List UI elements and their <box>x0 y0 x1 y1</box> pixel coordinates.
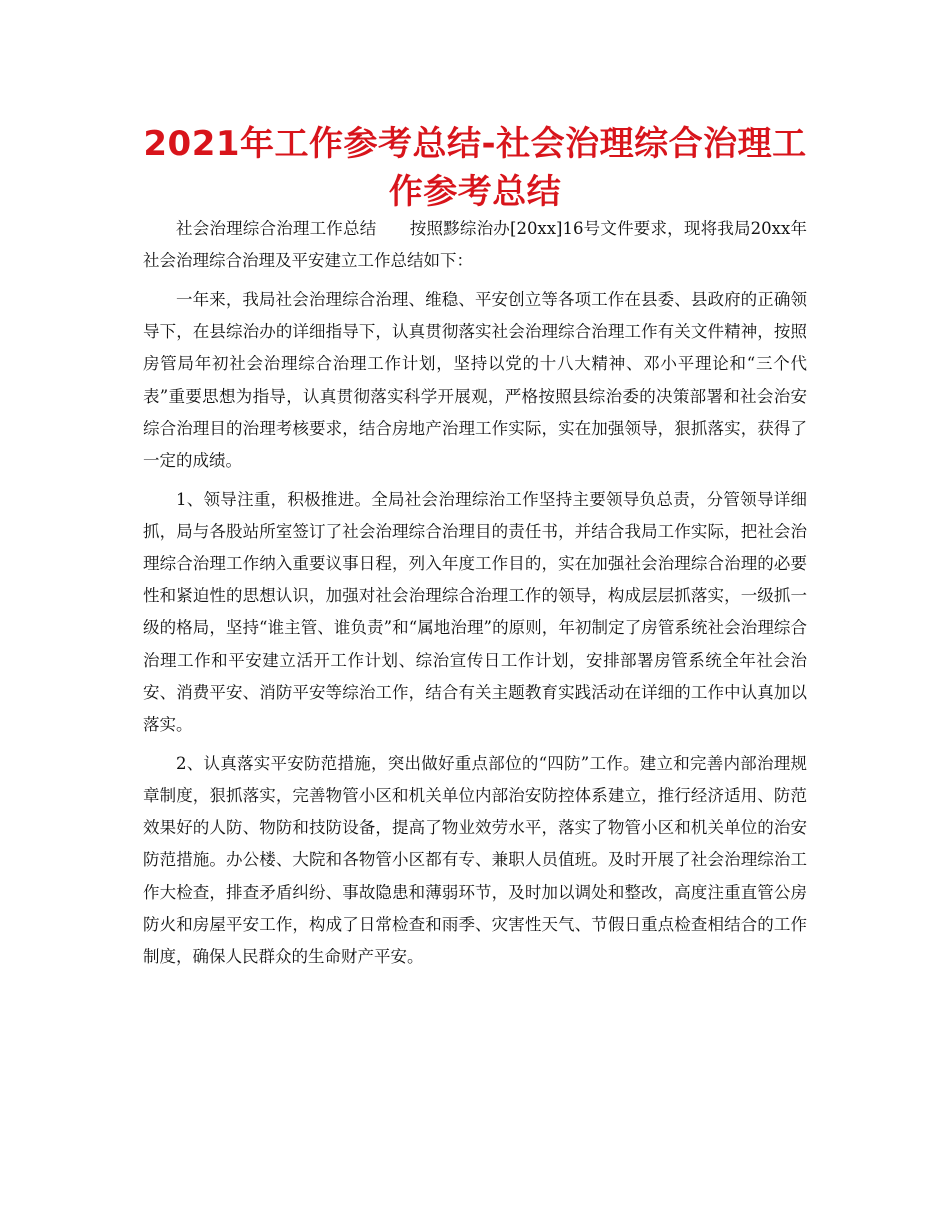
paragraph-overview: 一年来，我局社会治理综合治理、维稳、平安创立等各项工作在县委、县政府的正确领导下，在县综治办的详细指导下，认真贯彻落实社会治理综合治理工作有关文件精神，按照房管局年初社会治理综合治理工作计划，坚持以党的十八大精神、邓小平理论和“三个代表”重要思想为指导，认真贯彻落实科学开展观，严格按照县综治委的决策部署和社会治安综合治理目的治理考核要求，结合房地产治理工作实际，实在加强领导，狠抓落实，获得了一定的成绩。 <box>143 289 807 470</box>
paragraph-leadership: 1、领导注重，积极推进。全局社会治理综治工作坚持主要领导负总责，分管领导详细抓，局与各股站所室签订了社会治理综合治理目的责任书，并结合我局工作实际，把社会治理综合治理工作纳入重要议事日程，列入年度工作目的，实在加强社会治理综合治理的必要性和紧迫性的思想认识，加强对社会治理综合治理工作的领导，构成层层抓落实，一级抓一级的格局，坚持“谁主管、谁负责”和“属地治理”的原则，年初制定了房管系统社会治理综合治理工作和平安建立活开工作计划、综治宣传日工作计划，安排部署房管系统全年社会治安、消费平安、消防平安等综治工作，结合有关主题教育实践活动在详细的工作中认真加以落实。 <box>143 489 807 735</box>
paragraph-safety-measures: 2、认真落实平安防范措施，突出做好重点部位的“四防”工作。建立和完善内部治理规章制度，狠抓落实，完善物管小区和机关单位内部治安防控体系建立，推行经济适用、防范效果好的人防、物防和技防设备，提高了物业效劳水平，落实了物管小区和机关单位的治安防范措施。办公楼、大院和各物管小区都有专、兼职人员值班。及时开展了社会治理综治工作大检查，排查矛盾纠纷、事故隐患和薄弱环节，及时加以调处和整改，高度注重直管公房防火和房屋平安工作，构成了日常检查和雨季、灾害性天气、节假日重点检查相结合的工作制度，确保人民群众的生命财产平安。 <box>143 753 807 966</box>
document-body <box>143 213 807 980</box>
document-title: 2021年工作参考总结-社会治理综合治理工作参考总结 <box>143 124 807 212</box>
paragraph-intro: 社会治理综合治理工作总结 按照黟综治办[20xx]16号文件要求，现将我局20xx年社会治理综合治理及平安建立工作总结如下： <box>143 219 807 271</box>
